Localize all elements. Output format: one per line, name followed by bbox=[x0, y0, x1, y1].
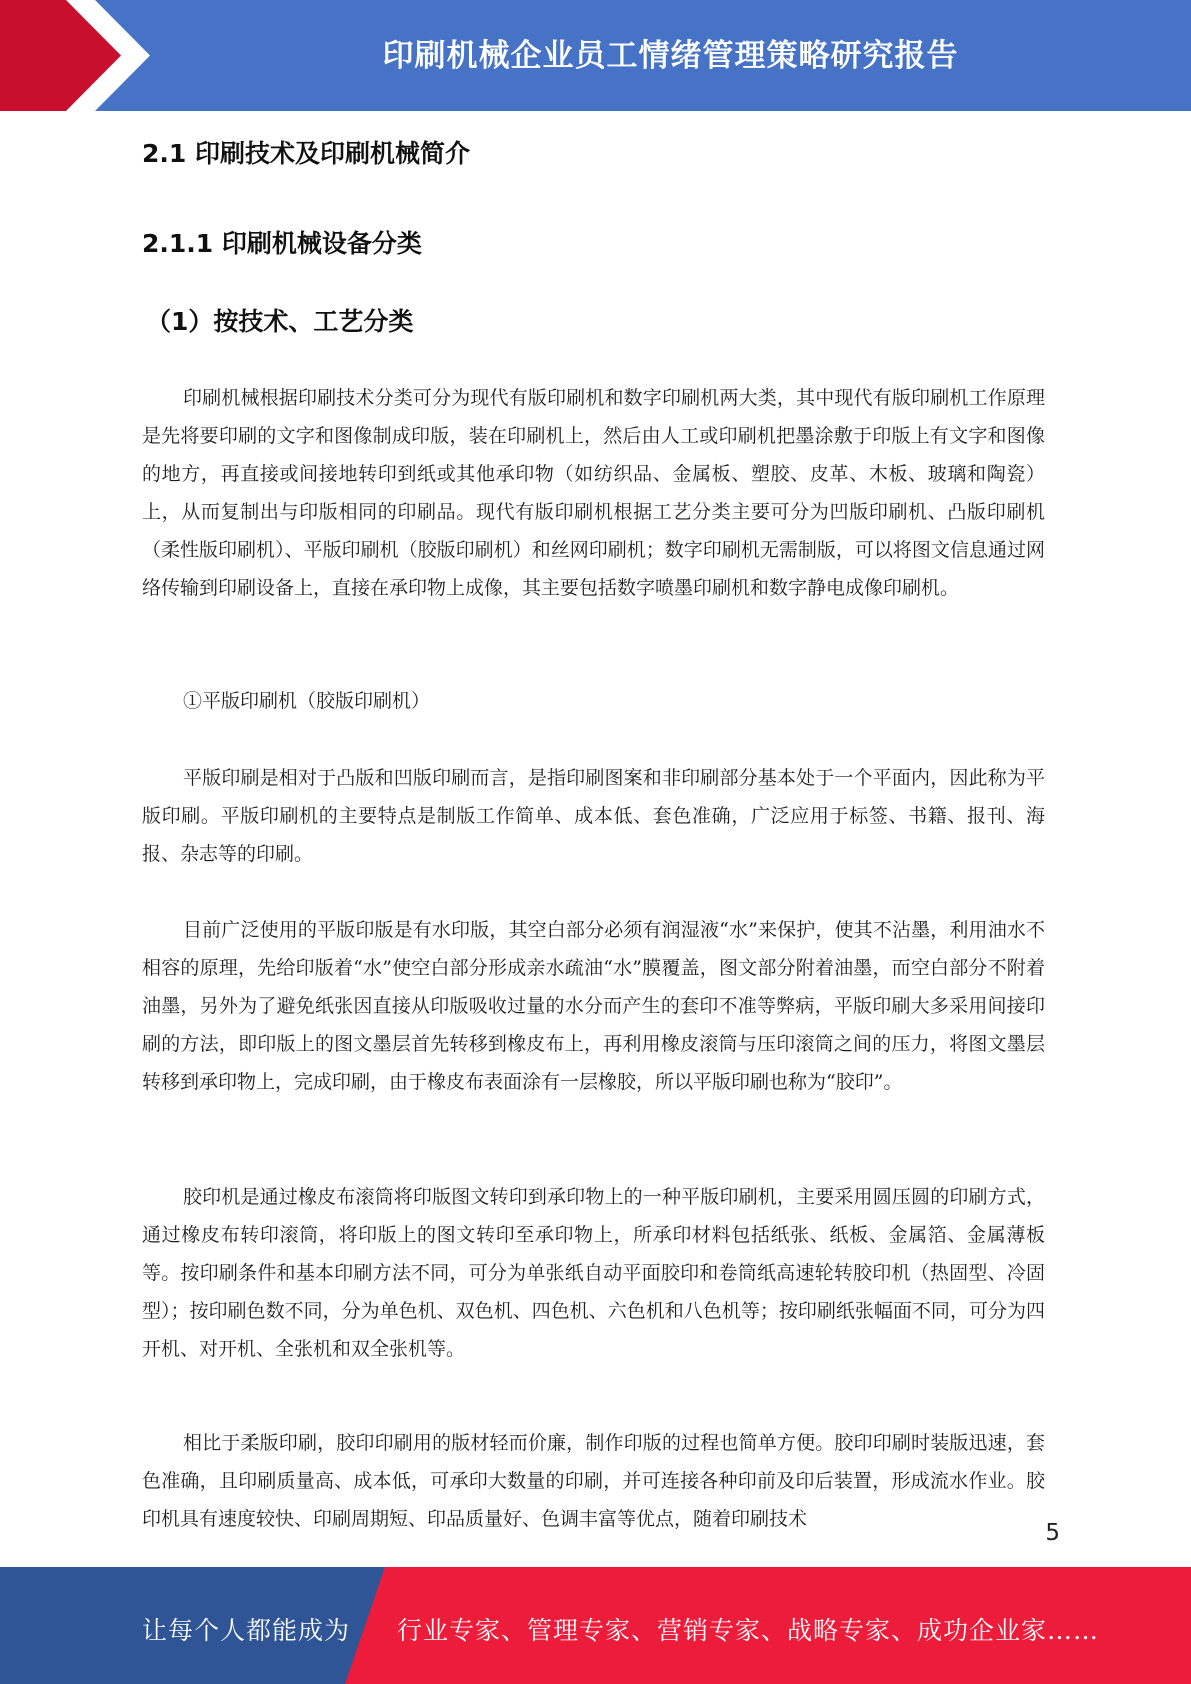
section-heading-2-1-1: 2.1.1 印刷机械设备分类 bbox=[142, 229, 422, 258]
section-heading-2-1: 2.1 印刷技术及印刷机械简介 bbox=[142, 139, 470, 168]
page-header bbox=[0, 0, 1191, 111]
page-footer bbox=[0, 1567, 1191, 1684]
paragraph-offset-advantages: 相比于柔版印刷，胶印印刷用的版材轻而价廉，制作印版的过程也简单方便。胶印印刷时装版迅速，套色准确，且印刷质量高、成本低，可承印大数量的印刷，并可连接各种印前及印后装置，形成流水作业。胶印机具有速度较快、印刷周期短、印品质量好、色调丰富等优点，随着印刷技术 bbox=[142, 1432, 1045, 1530]
report-title: 印刷机械企业员工情绪管理策略研究报告 bbox=[382, 38, 959, 74]
paragraph-offset-press-types: 胶印机是通过橡皮布滚筒将印版图文转印到承印物上的一种平版印刷机，主要采用圆压圆的印刷方式，通过橡皮布转印滚筒，将印版上的图文转印至承印物上，所承印材料包括纸张、纸板、金属箔、金属薄板等。按印刷条件和基本印刷方法不同，可分为单张纸自动平面胶印和卷筒纸高速轮转胶印机（热固型、冷固型）；按印刷色数不同，分为单色机、双色机、四色机、六色机和八色机等；按印刷纸张幅面不同，可分为四开机、对开机、全张机和双全张机等。 bbox=[142, 1186, 1045, 1360]
footer-slogan-left: 让每个人都能成为 bbox=[142, 1616, 351, 1645]
page-number: 5 bbox=[1045, 1520, 1060, 1546]
paragraph-water-plate: 目前广泛使用的平版印版是有水印版，其空白部分必须有润湿液“水”来保护，使其不沾墨，利用油水不相容的原理，先给印版着“水”使空白部分形成亲水疏油“水”膜覆盖，图文部分附着油墨，而空白部分不附着油墨，另外为了避免纸张因直接从印版吸收过量的水分而产生的套印不准等弊病，平版印刷大多采用间接印刷的方法，即印版上的图文墨层首先转移到橡皮布上，再利用橡皮滚筒与压印滚筒之间的压力，将图文墨层转移到承印物上，完成印刷，由于橡皮布表面涂有一层橡胶，所以平版印刷也称为“胶印”。 bbox=[142, 919, 1045, 1093]
paragraph-printing-classification: 印刷机械根据印刷技术分类可分为现代有版印刷机和数字印刷机两大类，其中现代有版印刷机工作原理是先将要印刷的文字和图像制成印版，装在印刷机上，然后由人工或印刷机把墨涂敷于印版上有文字和图像的地方，再直接或间接地转印到纸或其他承印物（如纺织品、金属板、塑胶、皮革、木板、玻璃和陶瓷）上，从而复制出与印版相同的印刷品。现代有版印刷机根据工艺分类主要可分为凹版印刷机、凸版印刷机（柔性版印刷机）、平版印刷机（胶版印刷机）和丝网印刷机；数字印刷机无需制版，可以将图文信息通过网络传输到印刷设备上，直接在承印物上成像，其主要包括数字喷墨印刷机和数字静电成像印刷机。 bbox=[142, 387, 1045, 599]
subsection-heading-1: （1）按技术、工艺分类 bbox=[146, 307, 414, 336]
paragraph-offset-printing-definition: 平版印刷是相对于凸版和凹版印刷而言，是指印刷图案和非印刷部分基本处于一个平面内，因此称为平版印刷。平版印刷机的主要特点是制版工作简单、成本低、套色准确，广泛应用于标签、书籍、报刊、海报、杂志等的印刷。 bbox=[142, 767, 1045, 865]
footer-slogan-right: 行业专家、管理专家、营销专家、战略专家、成功企业家…… bbox=[397, 1616, 1100, 1645]
paragraph-offset-press-label: ①平版印刷机（胶版印刷机） bbox=[183, 690, 431, 712]
